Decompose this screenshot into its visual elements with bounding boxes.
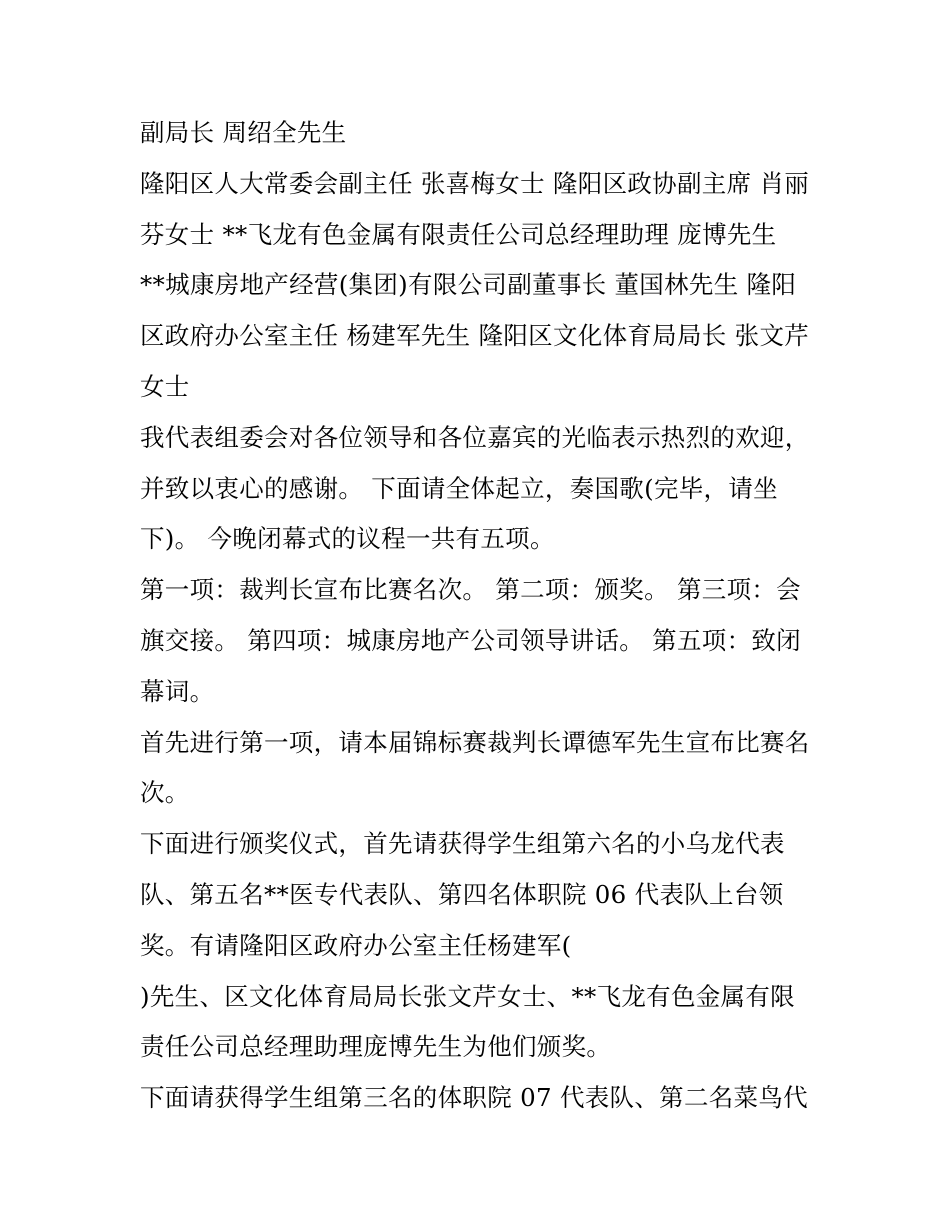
text-line: 区政府办公室主任 杨建军先生 隆阳区文化体育局局长 张文芹 xyxy=(140,321,810,351)
text-line: **城康房地产经营(集团)有限公司副董事长 董国林先生 隆阳 xyxy=(140,270,797,300)
text-line: 奖。有请隆阳区政府办公室主任杨建军( xyxy=(140,930,572,960)
paragraph-award-ceremony xyxy=(140,819,812,1073)
text-line: 首先进行第一项，请本届锦标赛裁判长谭德军先生宣布比赛名 xyxy=(140,727,810,757)
text-line: 下面请获得学生组第三名的体职院 07 代表队、第二名菜鸟代 xyxy=(140,1083,808,1113)
text-line: 并致以衷心的感谢。 下面请全体起立，奏国歌(完毕，请坐 xyxy=(140,473,778,503)
paragraph-agenda xyxy=(140,565,812,717)
text-line: 我代表组委会对各位领导和各位嘉宾的光临表示热烈的欢迎， xyxy=(140,422,810,452)
text-line: 责任公司总经理助理庞博先生为他们颁奖。 xyxy=(140,1032,612,1062)
text-line: )先生、区文化体育局局长张文芹女士、**飞龙有色金属有限 xyxy=(140,981,795,1011)
text-line: 次。 xyxy=(140,778,190,808)
document-body xyxy=(140,108,812,1124)
text-line: 幕词。 xyxy=(140,676,215,706)
text-line: 第一项：裁判长宣布比赛名次。 第二项：颁奖。 第三项：会 xyxy=(140,575,801,605)
paragraph-opening-title xyxy=(140,108,812,159)
paragraph-guest-list xyxy=(140,159,812,413)
text-line: 隆阳区人大常委会副主任 张喜梅女士 隆阳区政协副主席 肖丽 xyxy=(140,168,810,198)
text-line: 芬女士 **飞龙有色金属有限责任公司总经理助理 庞博先生 xyxy=(140,219,777,249)
text-line: 旗交接。 第四项：城康房地产公司领导讲话。 第五项：致闭 xyxy=(140,625,801,655)
text-line: 下)。 今晚闭幕式的议程一共有五项。 xyxy=(140,524,555,554)
text-line: 下面进行颁奖仪式，首先请获得学生组第六名的小乌龙代表 xyxy=(140,829,785,859)
text-line: 副局长 周绍全先生 xyxy=(140,118,347,147)
text-line: 队、第五名**医专代表队、第四名体职院 06 代表队上台领 xyxy=(140,879,784,909)
text-line: 女士 xyxy=(140,371,190,401)
paragraph-item-one xyxy=(140,718,812,820)
paragraph-welcome xyxy=(140,413,812,565)
paragraph-next-awards xyxy=(140,1073,812,1124)
